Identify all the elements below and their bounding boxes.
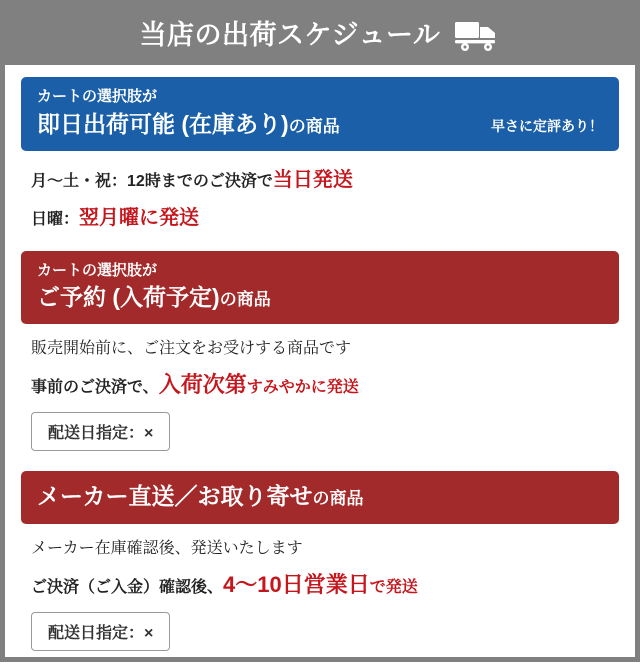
band-big-main: メーカー直送／お取り寄せ bbox=[37, 483, 313, 510]
band-small-label: カートの選択肢が bbox=[37, 261, 158, 279]
delivery-date-tag: 配送日指定：× bbox=[31, 612, 170, 651]
row-emphasis: 当日発送 bbox=[272, 168, 353, 191]
section-band-same-day bbox=[21, 77, 619, 151]
band-text-group bbox=[37, 260, 271, 314]
section-rows-direct-shipping bbox=[21, 524, 619, 655]
row-label: 日曜： bbox=[31, 210, 80, 228]
page-header bbox=[5, 5, 635, 65]
band-big-label bbox=[37, 282, 271, 313]
row-label: ご決済（ご入金）確認後、 bbox=[31, 579, 224, 597]
spacer bbox=[21, 455, 619, 471]
row-text: メーカー在庫確認後、発送いたします bbox=[31, 539, 303, 557]
band-text-group bbox=[37, 86, 340, 140]
band-big-suffix: の商品 bbox=[288, 116, 340, 136]
row-payment bbox=[31, 564, 609, 606]
row-sunday bbox=[31, 199, 609, 237]
row-label: 事前のご決済で、 bbox=[31, 379, 159, 397]
row-emphasis-tail: で発送 bbox=[369, 579, 418, 597]
row-emphasis: 翌月曜に発送 bbox=[79, 206, 200, 229]
band-note: 早さに定評あり！ bbox=[491, 117, 603, 134]
row-emphasis: 4～10日営業日 bbox=[223, 572, 370, 598]
band-big-main: 即日出荷可能 (在庫あり) bbox=[37, 110, 289, 137]
row-weekday bbox=[31, 161, 609, 199]
section-band-direct-shipping bbox=[21, 471, 619, 524]
band-big-label bbox=[37, 109, 340, 140]
band-big-suffix: の商品 bbox=[312, 489, 364, 509]
section-band-reservation bbox=[21, 251, 619, 325]
section-rows-same-day bbox=[21, 151, 619, 241]
row-prepayment bbox=[31, 364, 609, 406]
band-big-main: ご予約 (入荷予定) bbox=[37, 284, 220, 311]
band-small-label: カートの選択肢が bbox=[37, 88, 158, 105]
row-text: 12時までのご決済で bbox=[127, 172, 273, 190]
content-area bbox=[5, 65, 635, 665]
band-big-suffix: の商品 bbox=[219, 290, 271, 310]
delivery-date-tag: 配送日指定：× bbox=[31, 412, 170, 451]
spacer bbox=[21, 241, 619, 251]
page-title: 当店の出荷スケジュール bbox=[139, 19, 441, 50]
row-description bbox=[31, 334, 609, 364]
section-rows-reservation bbox=[21, 324, 619, 455]
row-text: 販売開始前に、ご注文をお受けする商品です bbox=[31, 340, 352, 358]
row-description bbox=[31, 534, 609, 564]
row-emphasis: 入荷次第 bbox=[158, 372, 247, 398]
row-label: 月～土・祝： bbox=[31, 172, 128, 190]
delivery-truck-icon bbox=[454, 18, 500, 52]
band-big-label bbox=[37, 483, 364, 511]
row-emphasis-tail: すみやかに発送 bbox=[246, 379, 359, 397]
